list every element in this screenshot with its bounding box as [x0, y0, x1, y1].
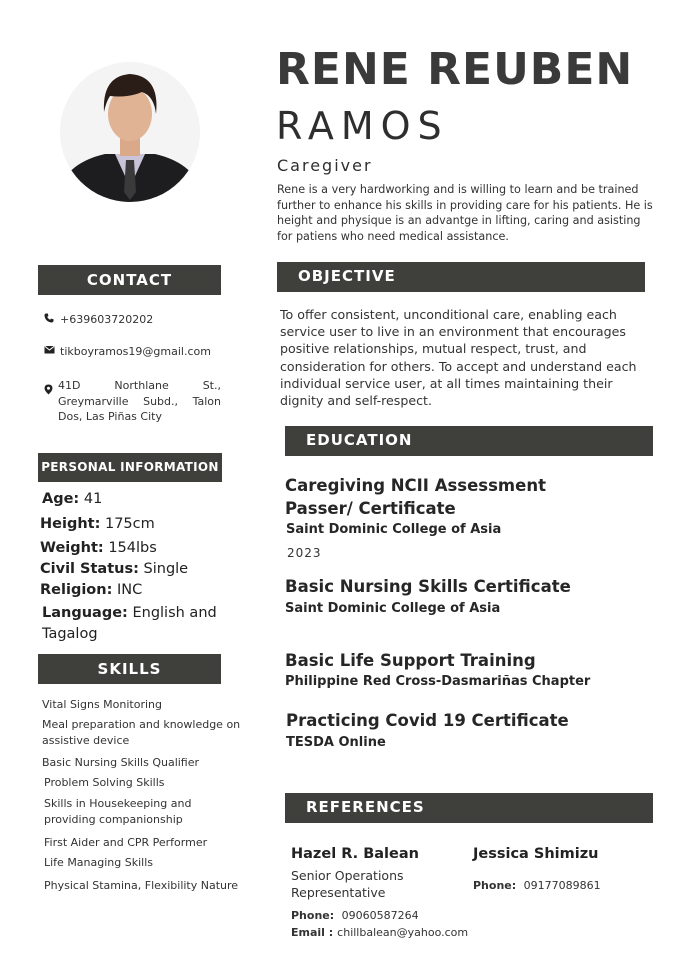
reference-phone-value[interactable]: 09060587264: [341, 909, 419, 922]
personal-info-heading: [38, 453, 222, 482]
skills-heading-label: SKILLS: [97, 660, 162, 678]
civil-status-value: Single: [143, 561, 189, 577]
age-value: 41: [83, 491, 103, 507]
name-last: RAMOS: [276, 104, 449, 148]
personal-language: [42, 605, 217, 621]
reference-phone: [291, 909, 419, 922]
reference-name: Jessica Shimizu: [473, 846, 599, 862]
skills-heading: [38, 654, 221, 684]
education-school: Philippine Red Cross-Dasmariñas Chapter: [285, 674, 591, 689]
objective-heading-label: OBJECTIVE: [298, 267, 396, 285]
religion-value: INC: [116, 582, 143, 598]
reference-phone: [473, 879, 601, 892]
email-label: Email :: [291, 926, 334, 939]
reference-position-cont: Representative: [291, 885, 386, 900]
skill-item: Skills in Housekeeping and providing companionship: [44, 797, 192, 826]
phone-icon: [44, 313, 60, 326]
education-title-cont: Passer/ Certificate: [285, 499, 456, 518]
location-pin-icon: [44, 380, 53, 399]
skill-item: Meal preparation and knowledge on assistive device: [42, 718, 241, 747]
education-title: Basic Life Support Training: [285, 651, 536, 670]
personal-height: [40, 516, 155, 532]
contact-email[interactable]: tikboyramos19@gmail.com: [60, 345, 211, 358]
reference-email-value[interactable]: chillbalean@yahoo.com: [337, 926, 469, 939]
mail-icon: [44, 345, 60, 358]
skill-item: Life Managing Skills: [44, 856, 154, 869]
height-value: 175cm: [104, 516, 155, 532]
religion-label: Religion:: [40, 582, 113, 598]
education-school: TESDA Online: [286, 735, 386, 750]
skill-item: Problem Solving Skills: [44, 776, 165, 789]
education-school: Saint Dominic College of Asia: [285, 601, 501, 616]
contact-heading: [38, 265, 221, 295]
personal-info-heading-label: PERSONAL INFORMATION: [41, 460, 219, 474]
objective-heading: [277, 262, 645, 292]
civil-status-label: Civil Status:: [40, 561, 139, 577]
person-portrait-icon: [60, 62, 200, 202]
education-title: Practicing Covid 19 Certificate: [286, 711, 569, 730]
profile-summary: Rene is a very hardworking and is willing to learn and be trained further to enhance his skills in providing care for his patients. He is height and physique is an advantge in lifting, caring and asisting for patiens who need medical assistance.: [277, 183, 653, 243]
name-first: RENE REUBEN: [276, 44, 634, 95]
education-heading: [285, 426, 653, 456]
education-heading-label: EDUCATION: [306, 431, 413, 449]
education-title: Basic Nursing Skills Certificate: [285, 577, 571, 596]
personal-age: [42, 491, 102, 507]
education-school: Saint Dominic College of Asia: [286, 522, 502, 537]
references-heading: [285, 793, 653, 823]
language-value-cont: Tagalog: [42, 626, 98, 642]
contact-phone-row: [44, 313, 153, 326]
phone-label: Phone:: [473, 879, 517, 892]
education-title: Caregiving NCII Assessment: [285, 476, 546, 495]
profile-photo: [60, 62, 200, 202]
reference-email: [291, 926, 468, 939]
personal-weight: [40, 540, 157, 556]
education-year: 2023: [287, 546, 322, 560]
objective-text: To offer consistent, unconditional care, enabling each service user to live in an environment that encourages positive relationships, mutual respect, trust, and consideration for others. To accept and understand each individual service user, at all times maintaining their dignity and self-respect.: [280, 307, 637, 409]
weight-value: 154lbs: [108, 540, 157, 556]
personal-religion: [40, 582, 142, 598]
reference-name: Hazel R. Balean: [291, 846, 419, 862]
skill-item: Basic Nursing Skills Qualifier: [42, 756, 200, 769]
language-value: English and: [132, 605, 217, 621]
skill-item: Physical Stamina, Flexibility Nature: [44, 879, 239, 892]
personal-civil-status: [40, 561, 188, 577]
contact-address: 41D Northlane St., Greymarville Subd., Talon Dos, Las Piñas City: [58, 379, 221, 423]
contact-phone[interactable]: +639603720202: [60, 313, 154, 326]
skill-item: First Aider and CPR Performer: [44, 836, 208, 849]
phone-label: Phone:: [291, 909, 335, 922]
personal-language-cont: [42, 626, 98, 642]
age-label: Age:: [42, 491, 80, 507]
contact-heading-label: CONTACT: [86, 271, 173, 289]
skill-item: Vital Signs Monitoring: [42, 698, 162, 711]
references-heading-label: REFERENCES: [306, 798, 425, 816]
reference-position: Senior Operations: [291, 868, 404, 883]
language-label: Language:: [42, 605, 128, 621]
contact-email-row: [44, 345, 211, 358]
height-label: Height:: [40, 516, 101, 532]
weight-label: Weight:: [40, 540, 104, 556]
reference-phone-value[interactable]: 09177089861: [523, 879, 601, 892]
job-title: Caregiver: [277, 156, 373, 175]
